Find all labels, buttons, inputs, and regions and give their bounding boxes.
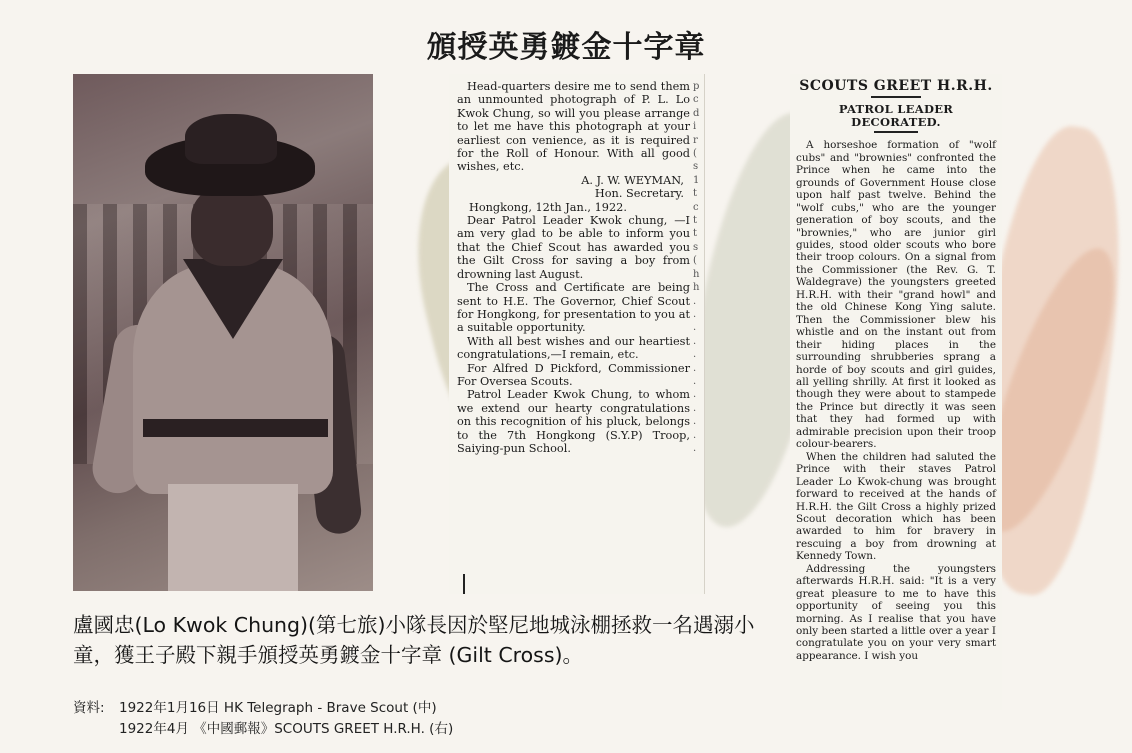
source-citation (73, 698, 453, 740)
clipping-paragraph: Dear Patrol Leader Kwok chung, —I am very glad to be able to inform you that the Chief Scout has awarded you the Gilt Cross for saving a boy from drowning last August. (457, 214, 690, 281)
source-label: 資料: (73, 700, 105, 716)
clipping-paragraph: Patrol Leader Kwok Chung, to whom we extend our hearty congratulations on this recognition of his pluck, belongs to the 7th Hongkong (S.Y.P) Troop, Saiying-pun School. (457, 388, 690, 455)
clipping-paragraph: The Cross and Certificate are being sent to H.E. The Governor, Chief Scout for Hongkong, for presentation to you at a suitable opportunity. (457, 281, 690, 335)
clipping-signature-title: Hon. Secretary. (594, 187, 684, 201)
clipping-headline: SCOUTS GREET H.R.H. (799, 78, 993, 94)
photo-hat-crown (185, 114, 277, 164)
clipping-margin-rule (463, 574, 465, 594)
source-line-2: 1922年4月 《中國郵報》SCOUTS GREET H.R.H. (右) (119, 721, 454, 737)
page-title: 頒授英勇鍍金十字章 (426, 30, 706, 65)
subhead-rule (874, 131, 918, 133)
clipping-date: Hongkong, 12th Jan., 1922. (469, 200, 627, 214)
newspaper-clipping-brave-scout (449, 74, 705, 594)
clipping-paragraph: Head-quarters desire me to send them an unmounted photograph of P. L. Lo Kwok Chung, so will you please arrange to let me have this photograph at your earliest con venience, as it is required for the Roll of Honour. With all good wishes, etc. (457, 80, 690, 174)
source-indent (73, 719, 119, 740)
photo-legs (168, 484, 298, 591)
scout-photo (73, 74, 373, 591)
photo-face (191, 186, 273, 266)
clipping-paragraph: A horseshoe formation of "wolf cubs" and "brownies" confronted the Prince when he came into the grounds of Government House close upon half past twelve. Behind the "wolf cubs," who are the younger generation of boy scouts, and the "brownies," who are junior girl guides, stood older scouts who bore their troop colours. On a signal from the Commissioner (the Rev. G. T. Waldegrave) the youngsters greeted H.R.H. with their "grand howl" and the old Chinese Kong Ying salute. Then the Commissioner blew his whistle and on the instant out from their hiding places in the surrounding shrubberies sprang a horde of boy scouts and girl guides, all yelling shrilly. At first it looked as though they were about to stampede the Prince but directly it was seen that they had formed up with admirable precision upon their troop colour-bearers. (796, 139, 996, 451)
clipping-paragraph: For Alfred D Pickford, Commissioner For Oversea Scouts. (457, 361, 690, 388)
headline-rule (871, 96, 921, 98)
clipping-paragraph: Addressing the youngsters afterwards H.R.H. said: "It is a very great pleasure to me to have this opportunity of seeing you this morning. As I realise that you have only been started a little over a year I congratulate you on your very smart appearance. I wish you (796, 562, 996, 662)
clipping-signature: A. J. W. WEYMAN, (581, 173, 684, 187)
newspaper-clipping-scouts-greet (790, 74, 1002, 710)
clipping-paragraph: When the children had saluted the Prince with their staves Patrol Leader Lo Kwok-chung was brought forward to received at the hands of H.R.H. the Gilt Cross a highly prized Scout decoration which has been awarded to him for bravery in rescuing a boy from drowning at Kennedy Town. (796, 450, 996, 563)
source-line-1: 1922年1月16日 HK Telegraph - Brave Scout (中) (119, 700, 437, 716)
clipping-edge-letters: p c d i r ( s 1 t c t t s ( h h . . . . . . . . . . . . (693, 81, 700, 454)
photo-belt (143, 419, 328, 437)
clipping-paragraph: With all best wishes and our heartiest congratulations,—I remain, etc. (457, 334, 690, 362)
clipping-subhead: PATROL LEADER DECORATED. (838, 102, 954, 129)
caption-text: 盧國忠(Lo Kwok Chung)(第七旅)小隊長因於堅尼地城泳棚拯救一名遇溺小童，獲王子殿下親手頒授英勇鍍金十字章 (Gilt Cross)。 (73, 613, 755, 667)
